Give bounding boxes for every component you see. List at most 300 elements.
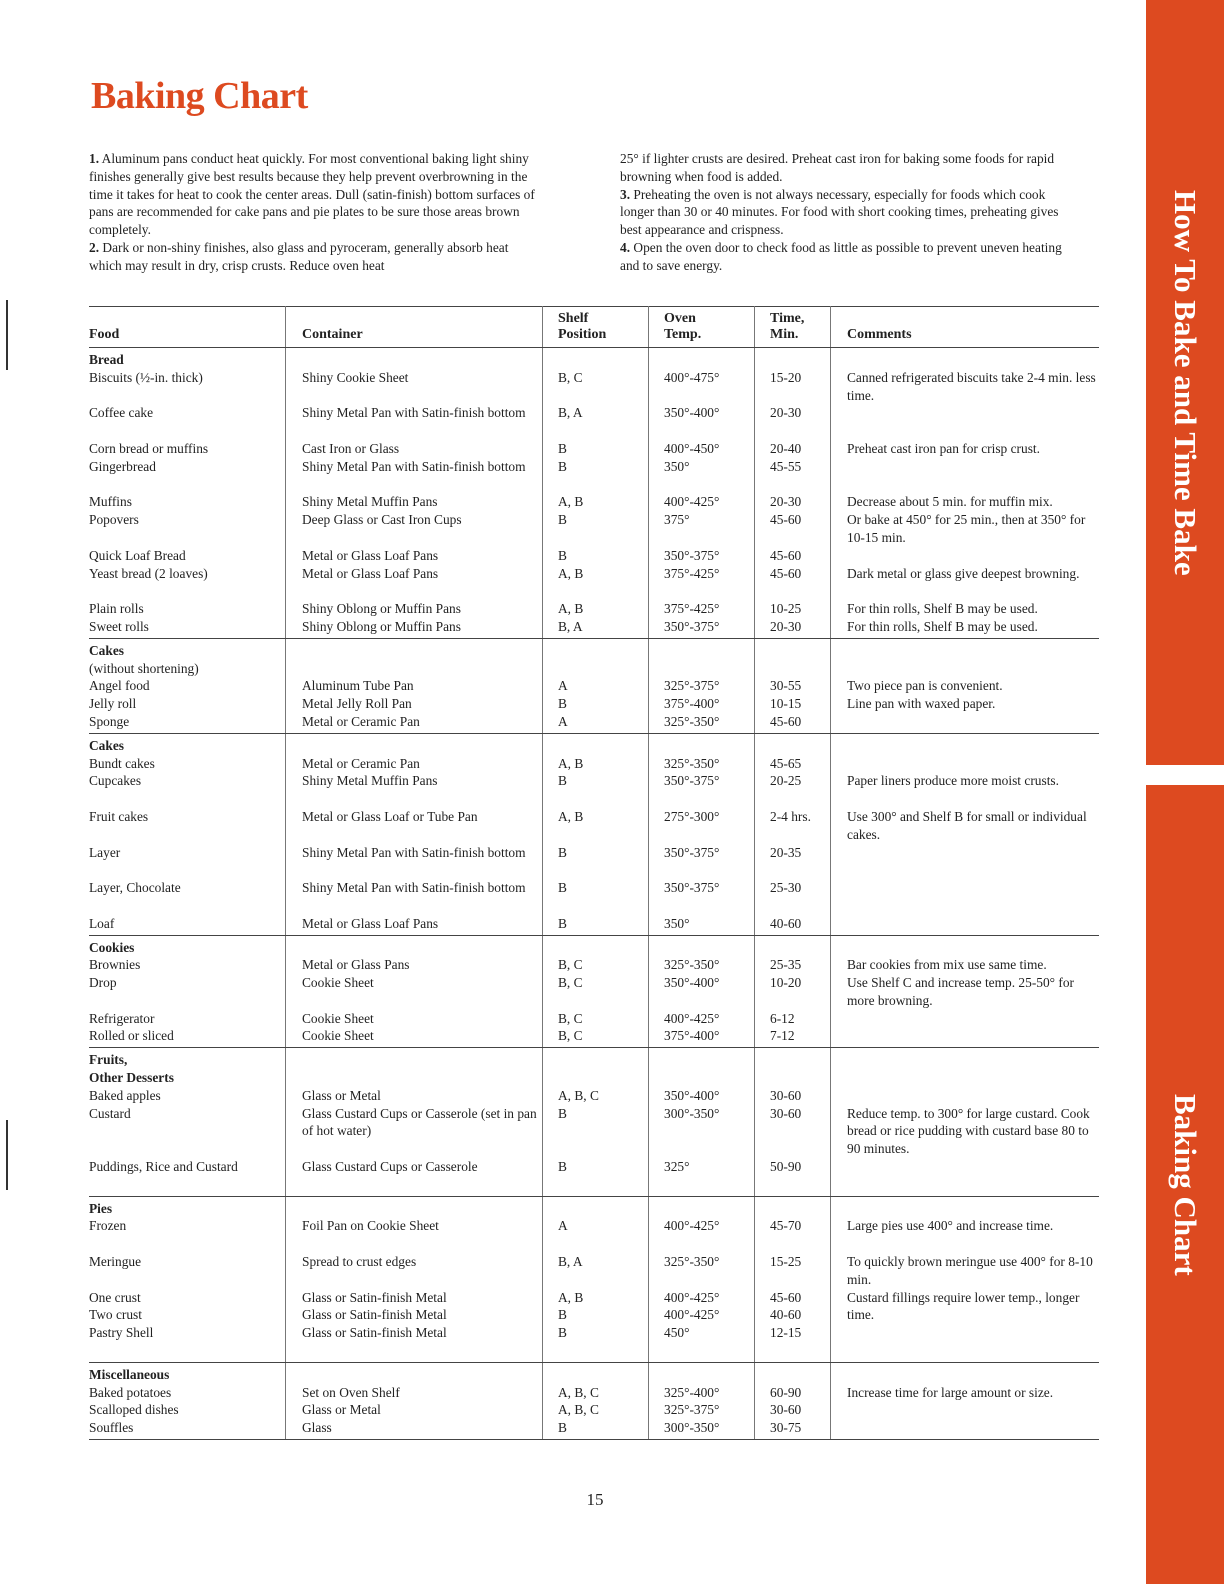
category-label: Cakes [89, 737, 124, 753]
comment-text: Line pan with waxed paper. [847, 696, 996, 712]
container-name: Metal or Glass Loaf Pans [302, 547, 439, 563]
oven-temp: 375°-400° [664, 1028, 720, 1044]
oven-temp: 375°-400° [664, 696, 720, 712]
time-cell [755, 348, 831, 639]
bake-time: 45-60 [770, 547, 802, 563]
comment-text [847, 1324, 1099, 1342]
oven-temp: 300°-350° [664, 1105, 720, 1121]
comment-text [847, 458, 1099, 494]
bake-time: 45-55 [770, 458, 802, 474]
comment-text: Increase time for large amount or size. [847, 1384, 1054, 1400]
time-cell [755, 638, 831, 733]
shelf-cell [543, 348, 649, 639]
comment-text: Large pies use 400° and increase time. [847, 1218, 1054, 1234]
oven-temp: 325°-400° [664, 1384, 720, 1400]
food-name: Yeast bread (2 loaves) [89, 565, 208, 581]
category-label: Miscellaneous [89, 1366, 170, 1382]
container-name: Deep Glass or Cast Iron Cups [302, 512, 462, 528]
shelf-position: A, B, C [558, 1402, 599, 1418]
comment-text: Custard fillings require lower temp., longer time. [847, 1289, 1080, 1323]
spacer [770, 1051, 830, 1087]
bake-time: 40-60 [770, 1307, 802, 1323]
spacer [664, 642, 754, 678]
oven-temp: 400°-450° [664, 440, 720, 456]
container-name: Shiny Metal Pan with Satin-finish bottom [302, 844, 526, 860]
comment-text [847, 1087, 1099, 1105]
oven-temp: 325°-350° [664, 755, 720, 771]
intro-paragraph [89, 239, 539, 275]
comment-text: Paper liners produce more moist crusts. [847, 773, 1059, 789]
intro-paragraph [620, 186, 1075, 239]
temp-cell [649, 1362, 755, 1439]
food-cell [89, 638, 286, 733]
oven-temp: 325°-350° [664, 957, 720, 973]
paragraph-text: 25° if lighter crusts are desired. Preheat cast iron for baking some foods for rapid browning when food is added. [620, 151, 1055, 184]
comment-text [847, 915, 1099, 933]
table-row [89, 348, 1099, 639]
header-shelf-position: Shelf Position [543, 307, 649, 348]
spacer [558, 737, 648, 755]
food-name: Custard [89, 1105, 131, 1121]
food-name: Two crust [89, 1307, 142, 1323]
comment-text: Decrease about 5 min. for muffin mix. [847, 494, 1053, 510]
comment-text [847, 547, 1099, 565]
bake-time: 2-4 hrs. [770, 808, 811, 824]
spacer [770, 642, 830, 678]
oven-temp: 275°-300° [664, 808, 720, 824]
shelf-cell [543, 1048, 649, 1196]
spacer [664, 1051, 754, 1087]
time-cell [755, 1048, 831, 1196]
comment-cell [831, 1362, 1100, 1439]
bake-time: 25-35 [770, 957, 802, 973]
oven-temp: 350°-375° [664, 773, 720, 789]
spacer [847, 642, 1099, 678]
food-name: Bundt cakes [89, 755, 155, 771]
container-cell [286, 1362, 543, 1439]
time-cell [755, 733, 831, 935]
shelf-position: A, B [558, 755, 584, 771]
bake-time: 60-90 [770, 1384, 802, 1400]
bake-time: 20-30 [770, 494, 802, 510]
container-cell [286, 935, 543, 1048]
paragraph-text: Preheating the oven is not always necessary, especially for foods which cook longer than 30 or 40 minutes. For food with short cooking times, preheating gives best appearance and crispness. [620, 186, 1059, 238]
table-section [89, 1362, 1099, 1439]
spacer [558, 642, 648, 678]
food-name: Angel food [89, 678, 150, 694]
bake-time: 50-90 [770, 1159, 802, 1175]
bake-time: 6-12 [770, 1010, 795, 1026]
header-food: Food [89, 307, 286, 348]
food-cell [89, 1362, 286, 1439]
container-name: Glass Custard Cups or Casserole [302, 1159, 478, 1175]
container-name: Aluminum Tube Pan [302, 678, 414, 694]
spacer [302, 1366, 542, 1384]
food-cell [89, 935, 286, 1048]
spacer [770, 737, 830, 755]
comment-cell [831, 638, 1100, 733]
food-name: One crust [89, 1289, 141, 1305]
spacer [770, 1366, 830, 1384]
baking-chart-table [89, 306, 1099, 1440]
bake-time: 45-60 [770, 512, 802, 528]
food-name: Scalloped dishes [89, 1402, 179, 1418]
temp-cell [649, 1048, 755, 1196]
temp-cell [649, 733, 755, 935]
spacer [664, 939, 754, 957]
spacer [302, 642, 542, 678]
spacer [558, 1051, 648, 1087]
spacer [847, 1366, 1099, 1384]
category-label: Other Desserts [89, 1070, 174, 1086]
container-name: Shiny Metal Pan with Satin-finish bottom [302, 880, 526, 896]
comment-cell [831, 1048, 1100, 1196]
oven-temp: 350°-400° [664, 1087, 720, 1103]
container-name: Shiny Metal Pan with Satin-finish bottom [302, 458, 526, 474]
bake-time: 20-30 [770, 618, 802, 634]
comment-cell [831, 348, 1100, 639]
spacer [558, 1200, 648, 1218]
header-oven-temp: Oven Temp. [649, 307, 755, 348]
bake-time: 30-60 [770, 1105, 802, 1121]
food-name: Fruit cakes [89, 808, 149, 824]
shelf-cell [543, 1362, 649, 1439]
time-cell [755, 935, 831, 1048]
category-label: (without shortening) [89, 660, 199, 676]
oven-temp: 325°-350° [664, 1254, 720, 1270]
intro-paragraph [620, 239, 1075, 275]
bake-time: 30-75 [770, 1420, 802, 1436]
shelf-position: A, B [558, 565, 584, 581]
comment-cell [831, 1196, 1100, 1362]
shelf-position: A, B [558, 1289, 584, 1305]
comment-text: Preheat cast iron pan for crisp crust. [847, 440, 1040, 456]
table-section [89, 1048, 1099, 1196]
comment-text: Two piece pan is convenient. [847, 678, 1003, 694]
paragraph-text: Open the oven door to check food as little as possible to prevent uneven heating and to save energy. [620, 239, 1062, 273]
comment-text: Canned refrigerated biscuits take 2-4 min. less time. [847, 369, 1096, 403]
comment-text: Use Shelf C and increase temp. 25-50° for more browning. [847, 975, 1074, 1008]
header-time: Time, Min. [755, 307, 831, 348]
food-name: Cupcakes [89, 773, 142, 789]
shelf-position: A [558, 678, 568, 694]
spacer [558, 1366, 648, 1384]
oven-temp: 400°-425° [664, 1307, 720, 1323]
spacer [302, 1051, 542, 1087]
food-name: Meringue [89, 1254, 142, 1270]
food-cell [89, 348, 286, 639]
oven-temp: 375°-425° [664, 565, 720, 581]
food-name: Layer, Chocolate [89, 880, 181, 896]
comment-text [847, 404, 1099, 440]
container-cell [286, 1048, 543, 1196]
container-name: Shiny Oblong or Muffin Pans [302, 601, 461, 617]
shelf-position: B [558, 773, 567, 789]
container-cell [286, 348, 543, 639]
food-name: Frozen [89, 1218, 127, 1234]
container-name: Glass or Metal [302, 1087, 381, 1103]
shelf-cell [543, 1196, 649, 1362]
food-cell [89, 733, 286, 935]
food-name: Biscuits (½-in. thick) [89, 369, 203, 385]
shelf-position: B, C [558, 1010, 583, 1026]
oven-temp: 325°-375° [664, 1402, 720, 1418]
container-name: Set on Oven Shelf [302, 1384, 400, 1400]
bake-time: 15-25 [770, 1254, 802, 1270]
comment-text: Use 300° and Shelf B for small or individual cakes. [847, 808, 1087, 842]
food-name: Quick Loaf Bread [89, 547, 186, 563]
table-row [89, 733, 1099, 935]
comment-text [847, 1027, 1099, 1045]
comment-text [847, 1419, 1099, 1437]
shelf-cell [543, 733, 649, 935]
container-cell [286, 1196, 543, 1362]
spacer [770, 351, 830, 369]
shelf-position: A [558, 1218, 568, 1234]
food-name: Refrigerator [89, 1010, 155, 1026]
food-cell [89, 1196, 286, 1362]
shelf-position: B [558, 1420, 567, 1436]
paragraph-number: 3. [620, 186, 631, 202]
oven-temp: 350°-375° [664, 618, 720, 634]
spacer [847, 939, 1099, 957]
container-name: Foil Pan on Cookie Sheet [302, 1218, 439, 1234]
food-name: Rolled or sliced [89, 1028, 174, 1044]
food-name: Baked apples [89, 1087, 161, 1103]
comment-text [847, 755, 1099, 773]
container-name: Glass or Satin-finish Metal [302, 1325, 447, 1341]
comment-text: For thin rolls, Shelf B may be used. [847, 601, 1038, 617]
spacer [558, 939, 648, 957]
spacer [664, 1200, 754, 1218]
food-name: Brownies [89, 957, 141, 973]
shelf-position: B [558, 844, 567, 860]
container-name: Shiny Metal Pan with Satin-finish bottom [302, 405, 526, 421]
shelf-position: B, C [558, 975, 583, 991]
food-name: Plain rolls [89, 601, 144, 617]
spacer [664, 737, 754, 755]
comment-cell [831, 935, 1100, 1048]
bake-time: 12-15 [770, 1325, 802, 1341]
shelf-position: B [558, 1159, 567, 1175]
bake-time: 7-12 [770, 1028, 795, 1044]
table-row [89, 1048, 1099, 1196]
comment-text: Bar cookies from mix use same time. [847, 957, 1047, 973]
comment-text [847, 1342, 1099, 1360]
bake-time: 45-65 [770, 755, 802, 771]
food-name: Puddings, Rice and Custard [89, 1159, 238, 1175]
food-name: Coffee cake [89, 405, 154, 421]
oven-temp: 375°-425° [664, 601, 720, 617]
shelf-position: A, B [558, 808, 584, 824]
bake-time: 20-40 [770, 440, 802, 456]
shelf-position: B [558, 1105, 567, 1121]
table-section [89, 638, 1099, 733]
time-cell [755, 1196, 831, 1362]
spacer [664, 351, 754, 369]
food-name: Drop [89, 975, 117, 991]
oven-temp: 350°-375° [664, 880, 720, 896]
container-name: Glass or Satin-finish Metal [302, 1289, 447, 1305]
shelf-cell [543, 638, 649, 733]
intro-right-column [620, 150, 1075, 275]
spacer [302, 737, 542, 755]
oven-temp: 400°-425° [664, 494, 720, 510]
spacer [847, 1051, 1099, 1087]
oven-temp: 400°-475° [664, 369, 720, 385]
time-cell [755, 1362, 831, 1439]
category-label: Cakes [89, 642, 124, 658]
header-container: Container [286, 307, 543, 348]
bake-time: 40-60 [770, 915, 802, 931]
bake-time: 30-60 [770, 1087, 802, 1103]
shelf-position: A, B, C [558, 1087, 599, 1103]
table-header-row [89, 307, 1099, 348]
tab-label-baking-chart: Baking Chart [1168, 1093, 1203, 1276]
oven-temp: 325°-350° [664, 713, 720, 729]
bake-time: 20-30 [770, 405, 802, 421]
food-name: Layer [89, 844, 121, 860]
shelf-position: B [558, 458, 567, 474]
shelf-position: B [558, 1325, 567, 1341]
shelf-cell [543, 935, 649, 1048]
food-name: Souffles [89, 1420, 134, 1436]
shelf-position: B [558, 440, 567, 456]
spacer [770, 1200, 830, 1218]
page-title: Baking Chart [91, 75, 308, 117]
shelf-position: B, A [558, 618, 583, 634]
table-row [89, 935, 1099, 1048]
shelf-position: A, B, C [558, 1384, 599, 1400]
food-name: Popovers [89, 512, 139, 528]
container-name: Cookie Sheet [302, 1028, 374, 1044]
oven-temp: 400°-425° [664, 1289, 720, 1305]
table-section [89, 733, 1099, 935]
comment-text: For thin rolls, Shelf B may be used. [847, 618, 1038, 634]
container-name: Metal or Glass Loaf Pans [302, 915, 439, 931]
container-name: Metal or Glass Loaf or Tube Pan [302, 808, 478, 824]
comment-text: Or bake at 450° for 25 min., then at 350° for 10-15 min. [847, 512, 1086, 545]
bake-time: 15-20 [770, 369, 802, 385]
spacer [770, 939, 830, 957]
food-cell [89, 1048, 286, 1196]
shelf-position: B [558, 547, 567, 563]
spacer [302, 1200, 542, 1218]
category-label: Cookies [89, 939, 135, 955]
food-name: Sweet rolls [89, 618, 149, 634]
comment-text: To quickly brown meringue use 400° for 8-10 min. [847, 1254, 1093, 1287]
shelf-position: B, A [558, 405, 583, 421]
comment-text: Dark metal or glass give deepest browning. [847, 565, 1080, 581]
shelf-position: A [558, 713, 568, 729]
bake-time: 10-15 [770, 696, 802, 712]
shelf-position: B, C [558, 369, 583, 385]
container-name: Cookie Sheet [302, 1010, 374, 1026]
spacer [302, 939, 542, 957]
bake-time: 10-20 [770, 975, 802, 991]
shelf-position: B, C [558, 957, 583, 973]
oven-temp: 325°-375° [664, 678, 720, 694]
shelf-position: B, A [558, 1254, 583, 1270]
food-name: Jelly roll [89, 696, 137, 712]
table-row [89, 1362, 1099, 1439]
table-row [89, 638, 1099, 733]
bake-time: 45-70 [770, 1218, 802, 1234]
comment-cell [831, 733, 1100, 935]
spacer [664, 1366, 754, 1384]
shelf-position: A, B [558, 601, 584, 617]
category-label: Fruits, [89, 1052, 128, 1068]
comment-text [847, 1401, 1099, 1419]
scan-edge-mark [6, 1120, 8, 1190]
intro-left-column [89, 150, 539, 275]
container-name: Cookie Sheet [302, 975, 374, 991]
shelf-position: B [558, 880, 567, 896]
comment-text: Reduce temp. to 300° for large custard. Cook bread or rice pudding with custard base 80 to 90 minutes. [847, 1105, 1090, 1157]
spacer [847, 1200, 1099, 1218]
oven-temp: 400°-425° [664, 1218, 720, 1234]
oven-temp: 350° [664, 458, 690, 474]
oven-temp: 350°-400° [664, 405, 720, 421]
container-name: Cast Iron or Glass [302, 440, 400, 456]
oven-temp: 325° [664, 1159, 690, 1175]
oven-temp: 350° [664, 915, 690, 931]
comment-text [847, 844, 1099, 880]
container-name: Shiny Cookie Sheet [302, 369, 409, 385]
paragraph-text: Dark or non-shiny finishes, also glass and pyroceram, generally absorb heat which may result in dry, crisp crusts. Reduce oven heat [89, 239, 509, 273]
comment-text [847, 879, 1099, 915]
oven-temp: 450° [664, 1325, 690, 1341]
table-row [89, 1196, 1099, 1362]
bake-time: 45-60 [770, 1289, 802, 1305]
table-section [89, 1196, 1099, 1362]
bake-time: 45-60 [770, 565, 802, 581]
food-name: Loaf [89, 915, 115, 931]
table-section [89, 348, 1099, 639]
food-name: Gingerbread [89, 458, 156, 474]
paragraph-text: Aluminum pans conduct heat quickly. For most conventional baking light shiny finishes generally give best results because they help prevent overbrowning in the time it takes for heat to cook the center areas. Dull (satin-finish) bottom surfaces of pans are recommended for cake pans and pie plates to be sure those areas brown completely. [89, 151, 535, 238]
container-name: Metal Jelly Roll Pan [302, 696, 412, 712]
container-name: Glass Custard Cups or Casserole (set in pan of hot water) [302, 1105, 537, 1139]
shelf-position: B [558, 1307, 567, 1323]
bake-time: 30-55 [770, 678, 802, 694]
container-name: Shiny Metal Muffin Pans [302, 494, 438, 510]
temp-cell [649, 1196, 755, 1362]
container-name: Glass or Metal [302, 1402, 381, 1418]
container-cell [286, 733, 543, 935]
container-name: Glass or Satin-finish Metal [302, 1307, 447, 1323]
header-comments: Comments [831, 307, 1100, 348]
oven-temp: 375° [664, 512, 690, 528]
food-name: Baked potatoes [89, 1384, 172, 1400]
container-name: Metal or Ceramic Pan [302, 755, 420, 771]
bake-time: 20-35 [770, 844, 802, 860]
temp-cell [649, 348, 755, 639]
container-name: Metal or Ceramic Pan [302, 713, 420, 729]
scan-edge-mark [6, 300, 8, 370]
section-tab-baking-chart [1146, 785, 1224, 1584]
food-name: Pastry Shell [89, 1325, 154, 1341]
container-name: Shiny Metal Muffin Pans [302, 773, 438, 789]
temp-cell [649, 638, 755, 733]
paragraph-number: 1. [89, 151, 100, 166]
page-number: 15 [586, 1490, 604, 1509]
category-label: Pies [89, 1200, 113, 1216]
comment-text [847, 1158, 1099, 1194]
paragraph-number: 2. [89, 239, 100, 255]
container-name: Glass [302, 1420, 332, 1436]
shelf-position: B [558, 512, 567, 528]
